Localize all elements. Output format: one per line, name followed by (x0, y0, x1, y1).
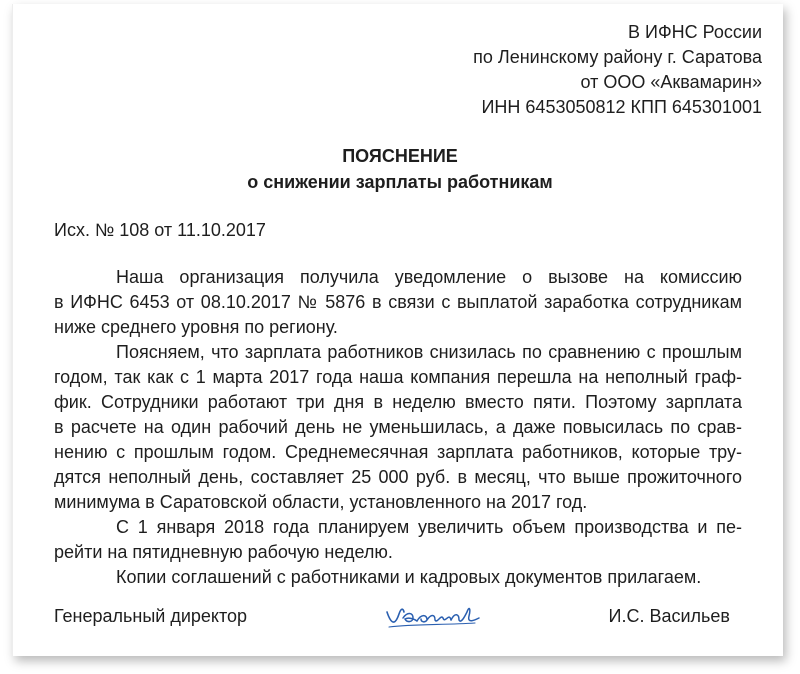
recipient-line-1: В ИФНС России (628, 22, 762, 42)
body-line: фик. Сотрудники работают три дня в неделю вместо пяти. Поэтому зарплата (54, 392, 742, 412)
sender-line: от ООО «Аквамарин» (580, 72, 762, 92)
body-line: Копии соглашений с работниками и кадровых документов прилагаем. (116, 567, 702, 587)
document-title: ПОЯСНЕНИЕ (342, 146, 458, 166)
body-line: нению с прошлым годом. Среднемесячная зарплата работников, которые тру- (54, 442, 742, 462)
signer-name: И.С. Васильев (608, 606, 730, 626)
handwritten-signature (383, 598, 483, 632)
body-line: в ИФНС 6453 от 08.10.2017 № 5876 в связи с выплатой заработка сотрудникам (54, 292, 742, 312)
body-line: Наша организация получила уведомление о вызове на комиссию (116, 267, 742, 287)
body-line: рейти на пятидневную рабочую неделю. (54, 542, 393, 562)
tax-ids-line: ИНН 6453050812 КПП 645301001 (481, 97, 762, 117)
body-line: дятся неполный день, составляет 25 000 руб. в месяц, что выше прожиточного (54, 467, 742, 487)
signer-position: Генеральный директор (54, 606, 248, 626)
document-subtitle: о снижении зарплаты работникам (247, 172, 553, 192)
body-line: годом, так как с 1 марта 2017 года наша компания перешла на неполный граф- (54, 367, 742, 387)
recipient-line-2: по Ленинскому району г. Саратова (473, 47, 762, 67)
body-line: в расчете на один рабочий день не уменьшилась, а даже повысилась по срав- (54, 417, 742, 437)
outgoing-reference: Исх. № 108 от 11.10.2017 (54, 220, 266, 240)
body-line: минимума в Саратовской области, установленного на 2017 год. (54, 492, 588, 512)
body-line: Поясняем, что зарплата работников снизилась по сравнению с прошлым (116, 342, 742, 362)
body-line: ниже среднего уровня по региону. (54, 317, 338, 337)
body-line: С 1 января 2018 года планируем увеличить объем производства и пе- (116, 517, 742, 537)
